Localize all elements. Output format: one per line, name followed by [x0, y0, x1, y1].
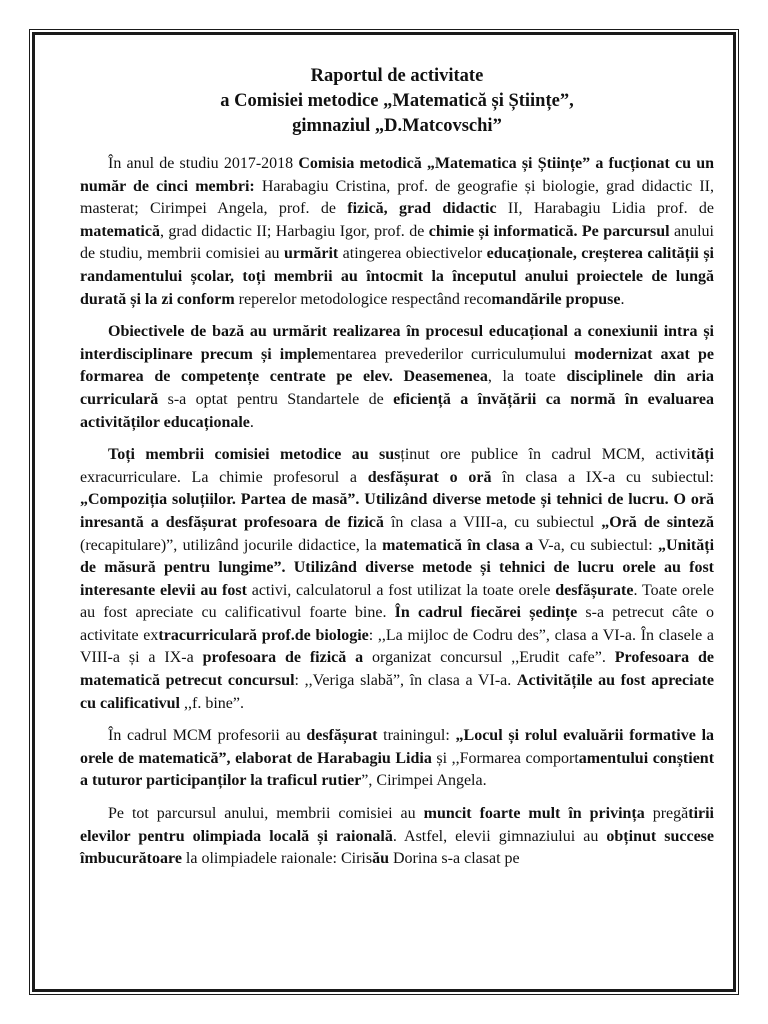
text-run: și ,,Formarea comport: [431, 749, 579, 767]
text-run: s-a petrecut câte o activitate ex: [80, 604, 714, 644]
text-run: , grad didactic II; Harbagiu Igor, prof. de: [159, 222, 429, 240]
bold-text-run: desfășurat o oră: [367, 468, 492, 486]
bold-text-run: fizică, grad didactic: [347, 200, 497, 218]
paragraph-4: [80, 725, 714, 793]
text-run: ținut ore publice în cadrul MCM, activi: [400, 446, 691, 464]
bold-text-run: Activitățile au fost apreciate cu calificativul: [80, 672, 714, 712]
text-run: exracurriculare. La chimie profesorul a: [80, 468, 368, 486]
text-run: organizat concursul ,,Erudit cafe”.: [363, 649, 615, 667]
bold-text-run: „Oră de sinteză: [601, 513, 714, 531]
text-run: reperelor metodologice respectând reco: [234, 290, 492, 308]
title-line-3: gimnaziul „D.Matcovschi”: [292, 116, 502, 136]
text-run: . Toate orele au fost apreciate cu calificativul foarte bine.: [80, 581, 715, 622]
text-run: atingerea obiectivelor: [338, 245, 487, 263]
bold-text-run: În cadrul fiecărei ședințe: [394, 604, 578, 622]
text-run: V-a, cu subiectul:: [533, 536, 659, 554]
report-title: [80, 64, 714, 139]
text-run: Dorina s-a clasat pe: [389, 850, 520, 868]
bold-text-run: tirii elevilor pentru olimpiada locală și raională: [80, 805, 714, 845]
text-run: Harabagiu Cristina, prof. de geografie și biologie, grad didactic II, masterat; Cirimpei Angela, prof. de: [80, 177, 714, 218]
bold-text-run: modernizat axat pe formarea de competențe centrate pe elev. Deasemenea: [80, 345, 715, 386]
text-run: , la toate: [487, 368, 567, 386]
bold-text-run: Comisia metodică „Matematica și Științe” a fucționat cu un număr de cinci membri:: [80, 155, 714, 195]
bold-text-run: obținut succese îmbucurătoare: [80, 827, 714, 868]
text-run: . Astfel, elevii gimnaziului au: [392, 827, 607, 845]
document-body: [80, 64, 714, 881]
bold-text-run: desfășurate: [555, 581, 634, 599]
title-line-2: a Comisiei metodice „Matematică și Științe”,: [220, 91, 574, 111]
text-run: ”, Cirimpei Angela.: [361, 772, 487, 790]
text-run: ,,f. bine”.: [179, 694, 244, 712]
text-run: în clasa a IX-a cu subiectul:: [491, 468, 715, 486]
bold-text-run: Profesoara de matematică petrecut concursul: [80, 649, 715, 690]
text-run: s-a optat pentru Standartele de: [158, 390, 394, 408]
bold-text-run: profesoara de fizică a: [202, 649, 364, 667]
bold-text-run: urmărit: [284, 245, 339, 263]
text-run: activi, calculatorul a fost utilizat la toate orele: [246, 581, 556, 599]
bold-text-run: desfășurat: [306, 727, 378, 745]
text-run: la olimpiadele raionale: Ciris: [181, 850, 373, 868]
text-run: .: [620, 290, 625, 308]
bold-text-run: amentului conștient a tuturor participanților la traficul rutier: [80, 749, 715, 790]
text-run: : ,,Veriga slabă”, în clasa a VI-a.: [294, 672, 517, 690]
text-run: : ,,La mijloc de Codru des”, clasa a VI-a. În clasele a VIII-a și a IX-a: [80, 626, 715, 667]
paragraph-3: [80, 444, 714, 715]
text-run: Pe tot parcursul anului, membrii comisiei au: [108, 805, 424, 823]
bold-text-run: matematică: [80, 222, 160, 240]
text-run: II, Harabagiu Lidia prof. de: [496, 200, 714, 218]
bold-text-run: chimie și informatică. Pe parcursul: [428, 222, 670, 240]
text-run: pregă: [644, 805, 689, 823]
text-run: În cadrul MCM profesorii au: [108, 727, 307, 745]
text-run: trainingul:: [377, 727, 456, 745]
bold-text-run: ău: [372, 850, 389, 868]
text-run: mentarea prevederilor curriculumului: [317, 345, 575, 363]
title-line-1: Raportul de activitate: [310, 66, 484, 86]
bold-text-run: „Compoziția soluțiilor. Partea de masă”. Utilizând diverse metode și tehnici de lucru. O oră inresantă a desfășurat profesoara de fizică: [80, 491, 714, 531]
bold-text-run: educaționale, creșterea calității și randamentului școlar, toți membrii au întocmit la începutul anului proiectele de lungă durată și la zi conform: [80, 245, 714, 308]
bold-text-run: disciplinele din aria curriculară: [80, 368, 715, 408]
paragraph-5: [80, 803, 714, 871]
bold-text-run: tracurriculară prof.de biologie: [158, 626, 369, 644]
text-run: (recapitulare)”, utilizând jocurile didactice, la: [80, 536, 383, 554]
bold-text-run: Toți membrii comisiei metodice au sus: [108, 446, 401, 464]
bold-text-run: mandările propuse: [491, 290, 621, 308]
text-run: .: [249, 413, 254, 431]
bold-text-run: eficiență a învățării ca normă în evaluarea activităților educaționale: [80, 390, 715, 431]
bold-text-run: matematică în clasa a: [382, 536, 534, 554]
paragraph-1: [80, 153, 714, 311]
bold-text-run: „Locul și rolul evaluării formative la orele de matematică”, elaborat de Harabagiu Lidia: [80, 727, 715, 767]
text-run: anului de studiu, membrii comisiei au: [80, 222, 714, 263]
bold-text-run: muncit foarte mult în privința: [423, 805, 645, 823]
bold-text-run: „Unități de măsură pentru lungime”. Utilizând diverse metode și tehnici de lucru orele au fost interesante elevii au fost: [80, 536, 715, 599]
text-run: în clasa a VIII-a, cu subiectul: [383, 513, 602, 531]
bold-text-run: tăți: [690, 446, 714, 464]
text-run: În anul de studiu 2017-2018: [108, 155, 299, 172]
paragraph-2: [80, 321, 714, 434]
bold-text-run: Obiectivele de bază au urmărit realizarea în procesul educațional a conexiunii intra și interdisciplinare precum și imple: [80, 323, 714, 363]
